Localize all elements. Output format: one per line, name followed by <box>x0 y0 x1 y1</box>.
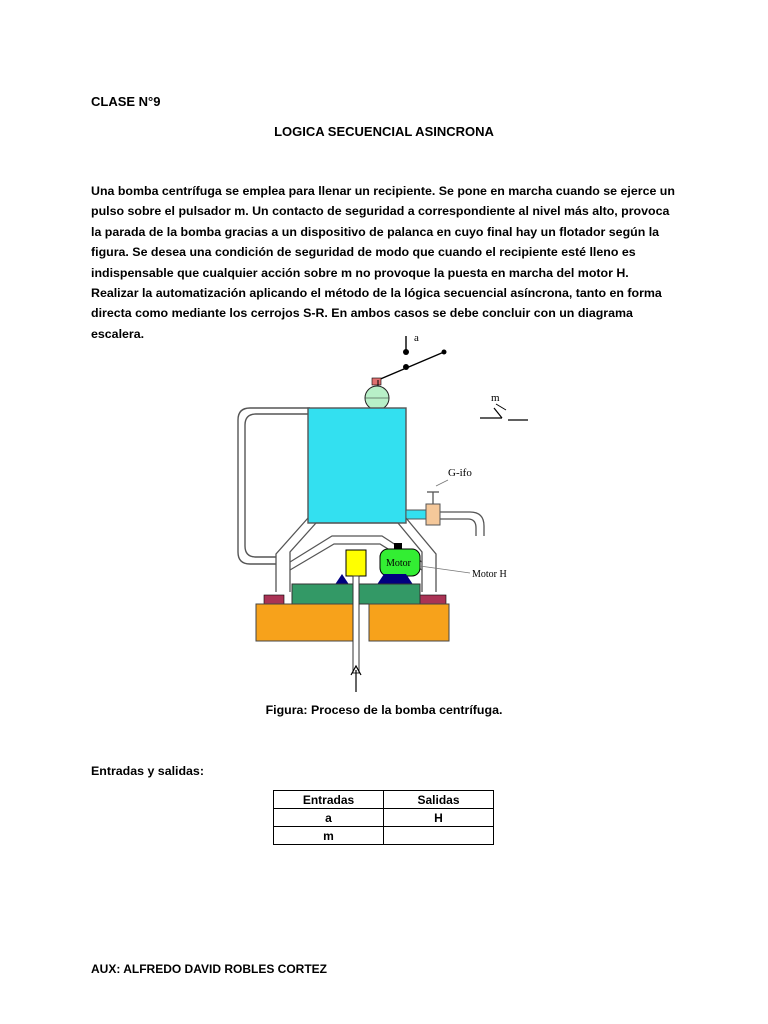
document-title: LOGICA SECUENCIAL ASINCRONA <box>274 124 494 139</box>
figure-caption: Figura: Proceso de la bomba centrífuga. <box>265 703 503 717</box>
header-salidas: Salidas <box>384 791 494 809</box>
problem-statement: Una bomba centrífuga se emplea para llenar un recipiente. Se pone en marcha cuando se ejerce un pulso sobre el pulsador m. Un contacto de seguridad a correspondiente al nivel más alto, provoca la parada de la bomba gracias a un dispositivo de palanca en cuyo final hay un flotador según la figura. Se desea una condición de seguridad de modo que cuando el recipiente esté lleno es indispensable que cualquier acción sobre m no provoque la puesta en marcha del motor H. Realizar la automatización aplicando el método de la lógica secuencial asíncrona, tanto en forma directa como mediante los cerrojos S-R. En ambos casos se debe concluir con un diagrama escalera. <box>91 184 675 341</box>
pump-process-figure <box>232 330 532 695</box>
valve-grifo <box>426 504 440 525</box>
io-table <box>273 790 494 845</box>
table-cell: m <box>274 827 384 845</box>
label-a: a <box>414 332 419 344</box>
table-cell: H <box>384 809 494 827</box>
base-left <box>256 604 356 641</box>
label-motor: Motor <box>386 558 411 569</box>
table-header-row <box>274 791 494 809</box>
contact-a-icon <box>403 349 409 355</box>
table-cell <box>384 827 494 845</box>
table-row <box>274 809 494 827</box>
tank <box>308 408 406 523</box>
label-m: m <box>491 392 500 404</box>
lever-arm <box>378 352 444 380</box>
overflow-pipe <box>238 408 310 564</box>
table-cell: a <box>274 809 384 827</box>
label-motor-h: Motor H <box>472 569 507 580</box>
io-heading: Entradas y salidas: <box>91 764 204 778</box>
base-right <box>369 604 449 641</box>
footer-author: AUX: ALFREDO DAVID ROBLES CORTEZ <box>91 962 327 976</box>
label-grifo: G-ifo <box>448 467 472 479</box>
switch-block <box>346 550 366 576</box>
class-number: CLASE N°9 <box>91 94 161 109</box>
table-row <box>274 827 494 845</box>
header-entradas: Entradas <box>274 791 384 809</box>
